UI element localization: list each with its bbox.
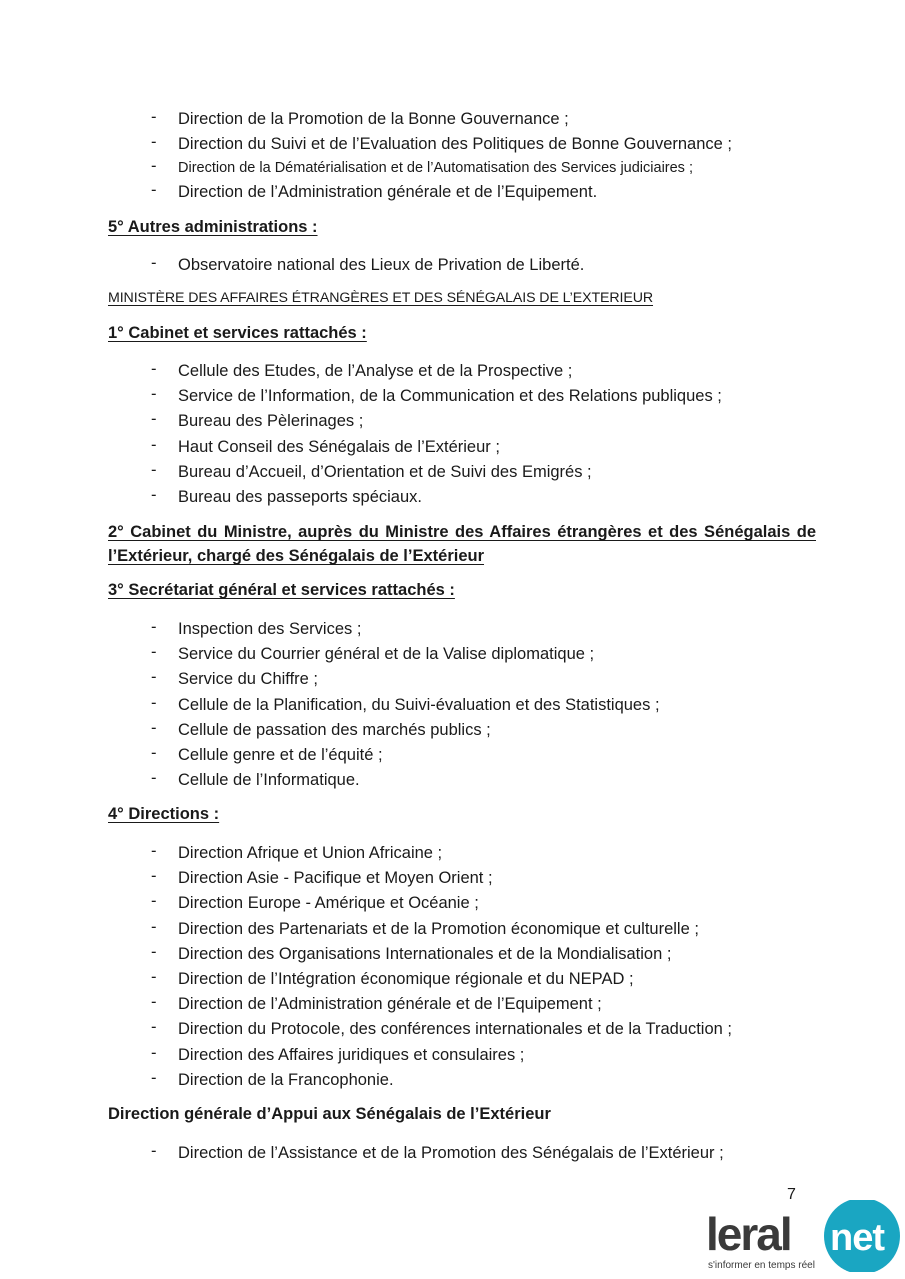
list-item-text: Haut Conseil des Sénégalais de l’Extérieur ; — [178, 437, 500, 456]
dash-bullet: - — [151, 917, 157, 936]
ministry-heading: MINISTÈRE DES AFFAIRES ÉTRANGÈRES ET DES SÉNÉGALAIS DE L’EXTERIEUR — [108, 290, 654, 306]
list-item-text: Inspection des Services ; — [178, 620, 362, 638]
list-item-text: Bureau des passeports spéciaux. — [178, 487, 422, 506]
dash-bullet: - — [151, 157, 157, 176]
dash-bullet: - — [151, 108, 157, 126]
dash-bullet: - — [151, 1142, 157, 1160]
list-item-text: Cellule de passation des marchés publics ; — [178, 720, 491, 739]
list-item-text: Direction des Affaires juridiques et consulaires ; — [178, 1045, 525, 1064]
logo-tagline: s'informer en temps réel — [708, 1260, 815, 1271]
leral-net-logo — [704, 1200, 904, 1272]
list-item-text: Direction des Organisations Internationales et de la Mondialisation ; — [178, 944, 672, 963]
dash-bullet: - — [151, 743, 157, 762]
list-item-text: Service du Chiffre ; — [178, 670, 319, 689]
section-heading-secretariat: 3° Secrétariat général et services rattachés : — [108, 581, 455, 599]
dash-bullet: - — [151, 718, 157, 737]
dash-bullet: - — [151, 360, 157, 378]
dash-bullet: - — [151, 993, 157, 1012]
list-item-text: Direction de l’Administration générale et de l’Equipement ; — [178, 995, 602, 1014]
dash-bullet: - — [151, 133, 157, 152]
list-item-text: Direction de la Promotion de la Bonne Gouvernance ; — [178, 110, 569, 128]
dash-bullet: - — [151, 668, 157, 687]
list-item-text: Bureau d’Accueil, d’Orientation et de Suivi des Emigrés ; — [178, 462, 592, 481]
list-item-text: Direction de l’Administration générale et de l’Equipement. — [178, 183, 598, 202]
list-item-text: Direction Asie - Pacifique et Moyen Orient ; — [178, 869, 493, 888]
list-item-text: Cellule genre et de l’équité ; — [178, 745, 383, 764]
list-item-text: Direction Europe - Amérique et Océanie ; — [178, 894, 479, 913]
section-heading-directions: 4° Directions : — [108, 805, 220, 823]
dash-bullet: - — [151, 485, 157, 504]
dash-bullet: - — [151, 254, 157, 272]
dash-bullet: - — [151, 842, 157, 860]
list-item-text: Cellule de l’Informatique. — [178, 771, 360, 790]
section-heading-autres: 5° Autres administrations : — [108, 218, 318, 236]
dash-bullet: - — [151, 967, 157, 986]
list-item-text: Cellule des Etudes, de l’Analyse et de la Prospective ; — [178, 362, 573, 380]
list-item-text: Direction du Protocole, des conférences internationales et de la Traduction ; — [178, 1020, 732, 1039]
list-item-text: Observatoire national des Lieux de Privation de Liberté. — [178, 256, 585, 274]
dash-bullet: - — [151, 942, 157, 961]
list-item-text: Direction de l’Intégration économique régionale et du NEPAD ; — [178, 969, 634, 988]
dash-bullet: - — [151, 385, 157, 404]
dash-bullet: - — [151, 181, 157, 200]
logo-text-leral: leral — [706, 1208, 791, 1260]
dash-bullet: - — [151, 410, 157, 429]
dash-bullet: - — [151, 693, 157, 712]
dash-bullet: - — [151, 460, 157, 479]
page-number: 7 — [787, 1186, 796, 1203]
list-item-text: Bureau des Pèlerinages ; — [178, 412, 364, 431]
dash-bullet: - — [151, 867, 157, 886]
section-heading-dgase: Direction générale d’Appui aux Sénégalais de l’Extérieur — [108, 1105, 551, 1123]
dash-bullet: - — [151, 892, 157, 911]
section-heading-cabinet-ministre: 2° Cabinet du Ministre, auprès du Ministre des Affaires étrangères et des Sénégalais de l’Extérieur, chargé des Sénégalais de l’Extérieur — [108, 523, 816, 565]
list-item-text: Direction des Partenariats et de la Promotion économique et culturelle ; — [178, 919, 699, 938]
list-item-text: Service de l’Information, de la Communication et des Relations publiques ; — [178, 387, 722, 406]
list-item-text: Service du Courrier général et de la Valise diplomatique ; — [178, 645, 595, 664]
dash-bullet: - — [151, 769, 157, 788]
dash-bullet: - — [151, 618, 157, 636]
list-item-text: Direction de l’Assistance et de la Promotion des Sénégalais de l’Extérieur ; — [178, 1144, 724, 1162]
list-item-text: Direction de la Dématérialisation et de l’Automatisation des Services judiciaires ; — [178, 160, 693, 177]
dash-bullet: - — [151, 1018, 157, 1037]
logo-text-net: net — [830, 1217, 884, 1259]
dash-bullet: - — [151, 435, 157, 454]
list-item-text: Direction Afrique et Union Africaine ; — [178, 844, 443, 862]
list-item-text: Cellule de la Planification, du Suivi-évaluation et des Statistiques ; — [178, 695, 660, 714]
list-item-text: Direction de la Francophonie. — [178, 1070, 394, 1089]
dash-bullet: - — [151, 1043, 157, 1062]
dash-bullet: - — [151, 643, 157, 662]
dash-bullet: - — [151, 1068, 157, 1087]
list-item-text: Direction du Suivi et de l’Evaluation des Politiques de Bonne Gouvernance ; — [178, 135, 733, 154]
section-heading-cabinet: 1° Cabinet et services rattachés : — [108, 324, 367, 342]
